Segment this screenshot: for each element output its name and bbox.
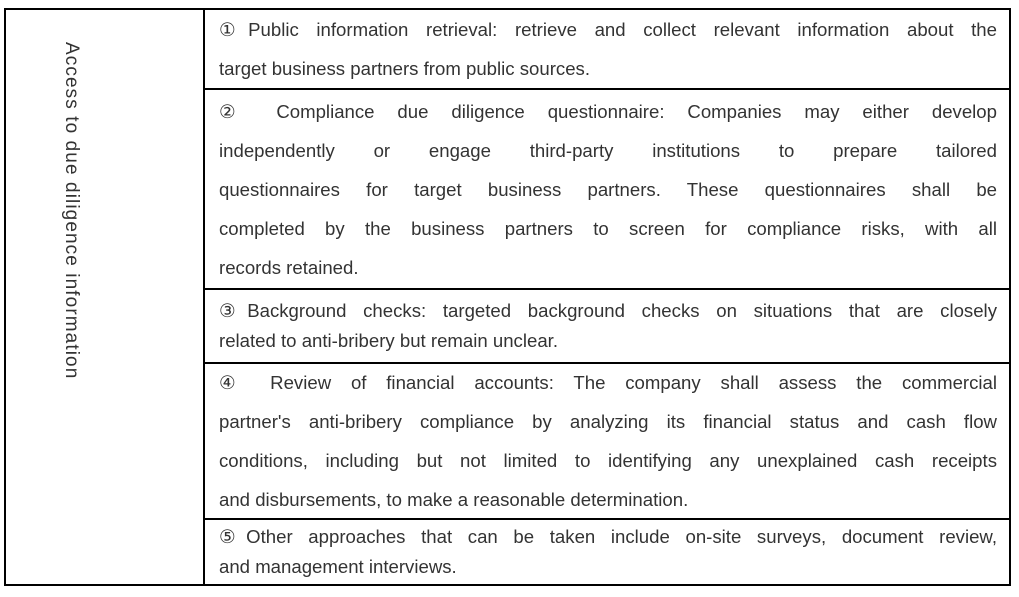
row-header-cell [6, 10, 205, 584]
table-row-review-financial-accounts [205, 362, 1009, 518]
table-row-background-checks [205, 288, 1009, 362]
due-diligence-table [4, 8, 1011, 586]
text-line: target business partners from public sources. [219, 58, 591, 79]
text-line: completed by the business partners to screen for compliance risks, with all [219, 217, 997, 239]
table-row-public-information-retrieval [205, 10, 1009, 88]
text-line: independently or engage third-party institutions to prepare tailored [219, 139, 997, 161]
text-line: ①Public information retrieval: retrieve and collect relevant information about the [219, 19, 997, 40]
table-row-compliance-questionnaire [205, 88, 1009, 288]
text-line: ⑤Other approaches that can be taken include on-site surveys, document review, [219, 526, 997, 547]
text-line: partner's anti-bribery compliance by analyzing its financial status and cash flow [219, 411, 997, 432]
table-row-other-approaches [205, 518, 1009, 584]
vertical-header-text: Access to due diligence information [61, 42, 82, 380]
text-line: ② Compliance due diligence questionnaire: Companies may either develop [219, 100, 997, 122]
text-line: ③Background checks: targeted background checks on situations that are closely [219, 300, 997, 321]
text-line: and management interviews. [219, 556, 457, 577]
table-body-column [205, 10, 1009, 584]
text-line: questionnaires for target business partners. These questionnaires shall be [219, 178, 997, 200]
text-line: related to anti-bribery but remain unclear. [219, 330, 558, 351]
text-line: conditions, including but not limited to identifying any unexplained cash receipts [219, 450, 997, 471]
text-line: ④ Review of financial accounts: The company shall assess the commercial [219, 372, 997, 393]
text-line: and disbursements, to make a reasonable determination. [219, 489, 689, 510]
text-line: records retained. [219, 256, 359, 278]
